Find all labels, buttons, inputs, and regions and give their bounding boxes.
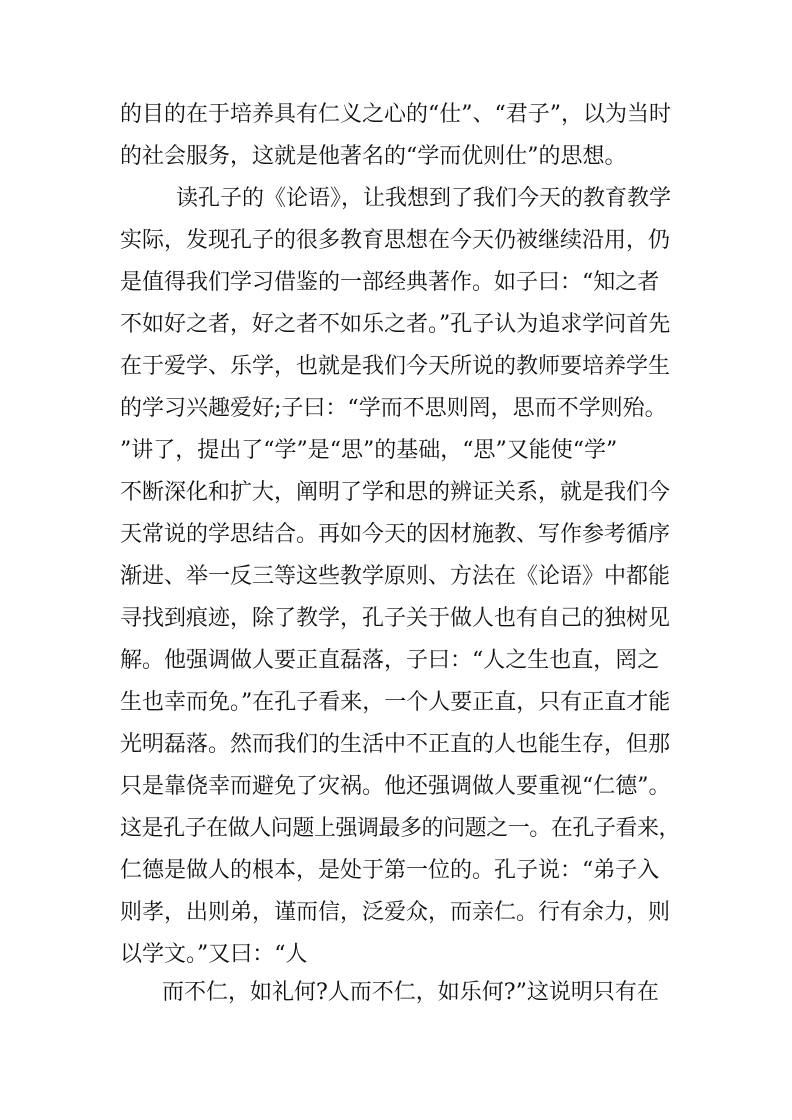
text-line-15: 生也幸而免。”在孔子看来，一个人要正直，只有正直才能 xyxy=(120,690,671,715)
text-line-21: 以学文。”又曰：“人 xyxy=(120,942,308,967)
text-line-5: 是值得我们学习借鉴的一部经典著作。如子曰：“知之者 xyxy=(120,270,660,295)
text-line-17: 只是靠侥幸而避免了灾祸。他还强调做人要重视“仁德”。 xyxy=(120,774,671,799)
text-line-20: 则孝，出则弟，谨而信，泛爱众，而亲仁。行有余力，则 xyxy=(120,900,671,925)
text-line-6: 不如好之者，好之者不如乐之者。”孔子认为追求学问首先 xyxy=(120,312,671,337)
text-line-9: ”讲了，提出了“学”是“思”的基础，“思”又能使“学” xyxy=(120,438,618,463)
text-line-13: 寻找到痕迹，除了教学，孔子关于做人也有自己的独树见 xyxy=(120,606,671,631)
text-line-10: 不断深化和扩大，阐明了学和思的辨证关系，就是我们今 xyxy=(120,480,671,505)
text-line-7: 在于爱学、乐学，也就是我们今天所说的教师要培养学生 xyxy=(120,354,671,379)
text-line-1: 的目的在于培养具有仁义之心的“仕”、“君子”，以为当时 xyxy=(120,102,671,127)
text-line-11: 天常说的学思结合。再如今天的因材施教、写作参考循序 xyxy=(120,522,671,547)
text-line-8: 的学习兴趣爱好;子曰：“学而不思则罔，思而不学则殆。 xyxy=(120,396,667,421)
text-line-16: 光明磊落。然而我们的生活中不正直的人也能生存，但那 xyxy=(120,732,671,757)
text-line-22: 而不仁，如礼何?人而不仁，如乐何?”这说明只有在 xyxy=(162,980,659,1005)
text-line-14: 解。他强调做人要正直磊落，子曰：“人之生也直，罔之 xyxy=(120,648,660,673)
text-line-4: 实际，发现孔子的很多教育思想在今天仍被继续沿用，仍 xyxy=(120,228,671,253)
text-line-2: 的社会服务，这就是他著名的“学而优则仕”的思想。 xyxy=(120,144,627,169)
text-line-3: 读孔子的《论语》，让我想到了我们今天的教育教学 xyxy=(176,186,672,211)
text-line-18: 这是孔子在做人问题上强调最多的问题之一。在孔子看来， xyxy=(120,816,680,841)
text-line-12: 渐进、举一反三等这些教学原则、方法在《论语》中都能 xyxy=(120,564,671,589)
text-line-19: 仁德是做人的根本，是处于第一位的。孔子说：“弟子入 xyxy=(120,858,660,883)
